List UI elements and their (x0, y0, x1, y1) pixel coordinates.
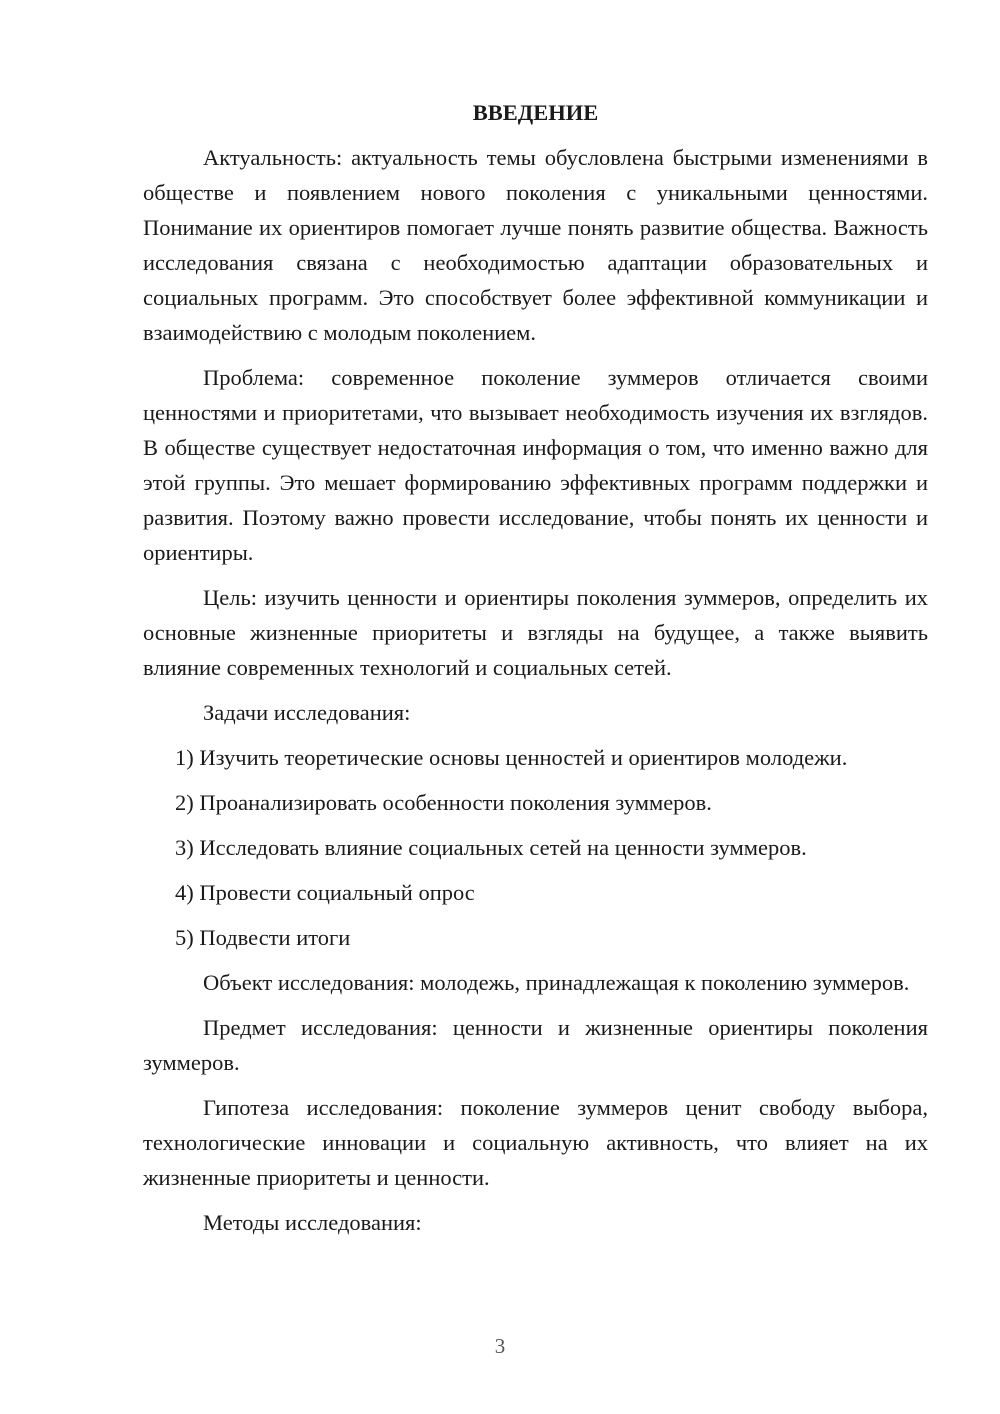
object-paragraph: Объект исследования: молодежь, принадлежащая к поколению зуммеров. (203, 970, 910, 995)
page-title: ВВЕДЕНИЕ (472, 100, 599, 125)
methods-heading: Методы исследования: (203, 1210, 422, 1235)
subject-paragraph: Предмет исследования: ценности и жизненные ориентиры поколения зуммеров. (143, 1015, 928, 1075)
hypothesis-paragraph: Гипотеза исследования: поколение зуммеров ценит свободу выбора, технологические инновации и социальную активность, что влияет на их жизненные приоритеты и ценности. (143, 1095, 928, 1190)
list-item: 4) Провести социальный опрос (175, 880, 475, 905)
tasks-list (143, 740, 928, 955)
goal-paragraph: Цель: изучить ценности и ориентиры поколения зуммеров, определить их основные жизненные приоритеты и взгляды на будущее, а также выявить влияние современных технологий и социальных сетей. (143, 585, 928, 680)
list-item: 3) Исследовать влияние социальных сетей на ценности зуммеров. (175, 835, 807, 860)
list-item: 1) Изучить теоретические основы ценностей и ориентиров молодежи. (175, 745, 848, 770)
page-content (143, 95, 928, 1250)
relevance-paragraph: Актуальность: актуальность темы обусловлена быстрыми изменениями в обществе и появлением нового поколения с уникальными ценностями. Понимание их ориентиров помогает лучше понять развитие общества. Важность исследования связана с необходимостью адаптации образовательных и социальных программ. Это способствует более эффективной коммуникации и взаимодействию с молодым поколением. (143, 145, 928, 345)
list-item: 2) Проанализировать особенности поколения зуммеров. (175, 790, 712, 815)
page-number: 3 (494, 1334, 506, 1358)
list-item: 5) Подвести итоги (175, 925, 351, 950)
tasks-heading: Задачи исследования: (203, 700, 411, 725)
problem-paragraph: Проблема: современное поколение зуммеров отличается своими ценностями и приоритетами, что вызывает необходимость изучения их взглядов. В обществе существует недостаточная информация о том, что именно важно для этой группы. Это мешает формированию эффективных программ поддержки и развития. Поэтому важно провести исследование, чтобы понять их ценности и ориентиры. (143, 365, 928, 565)
